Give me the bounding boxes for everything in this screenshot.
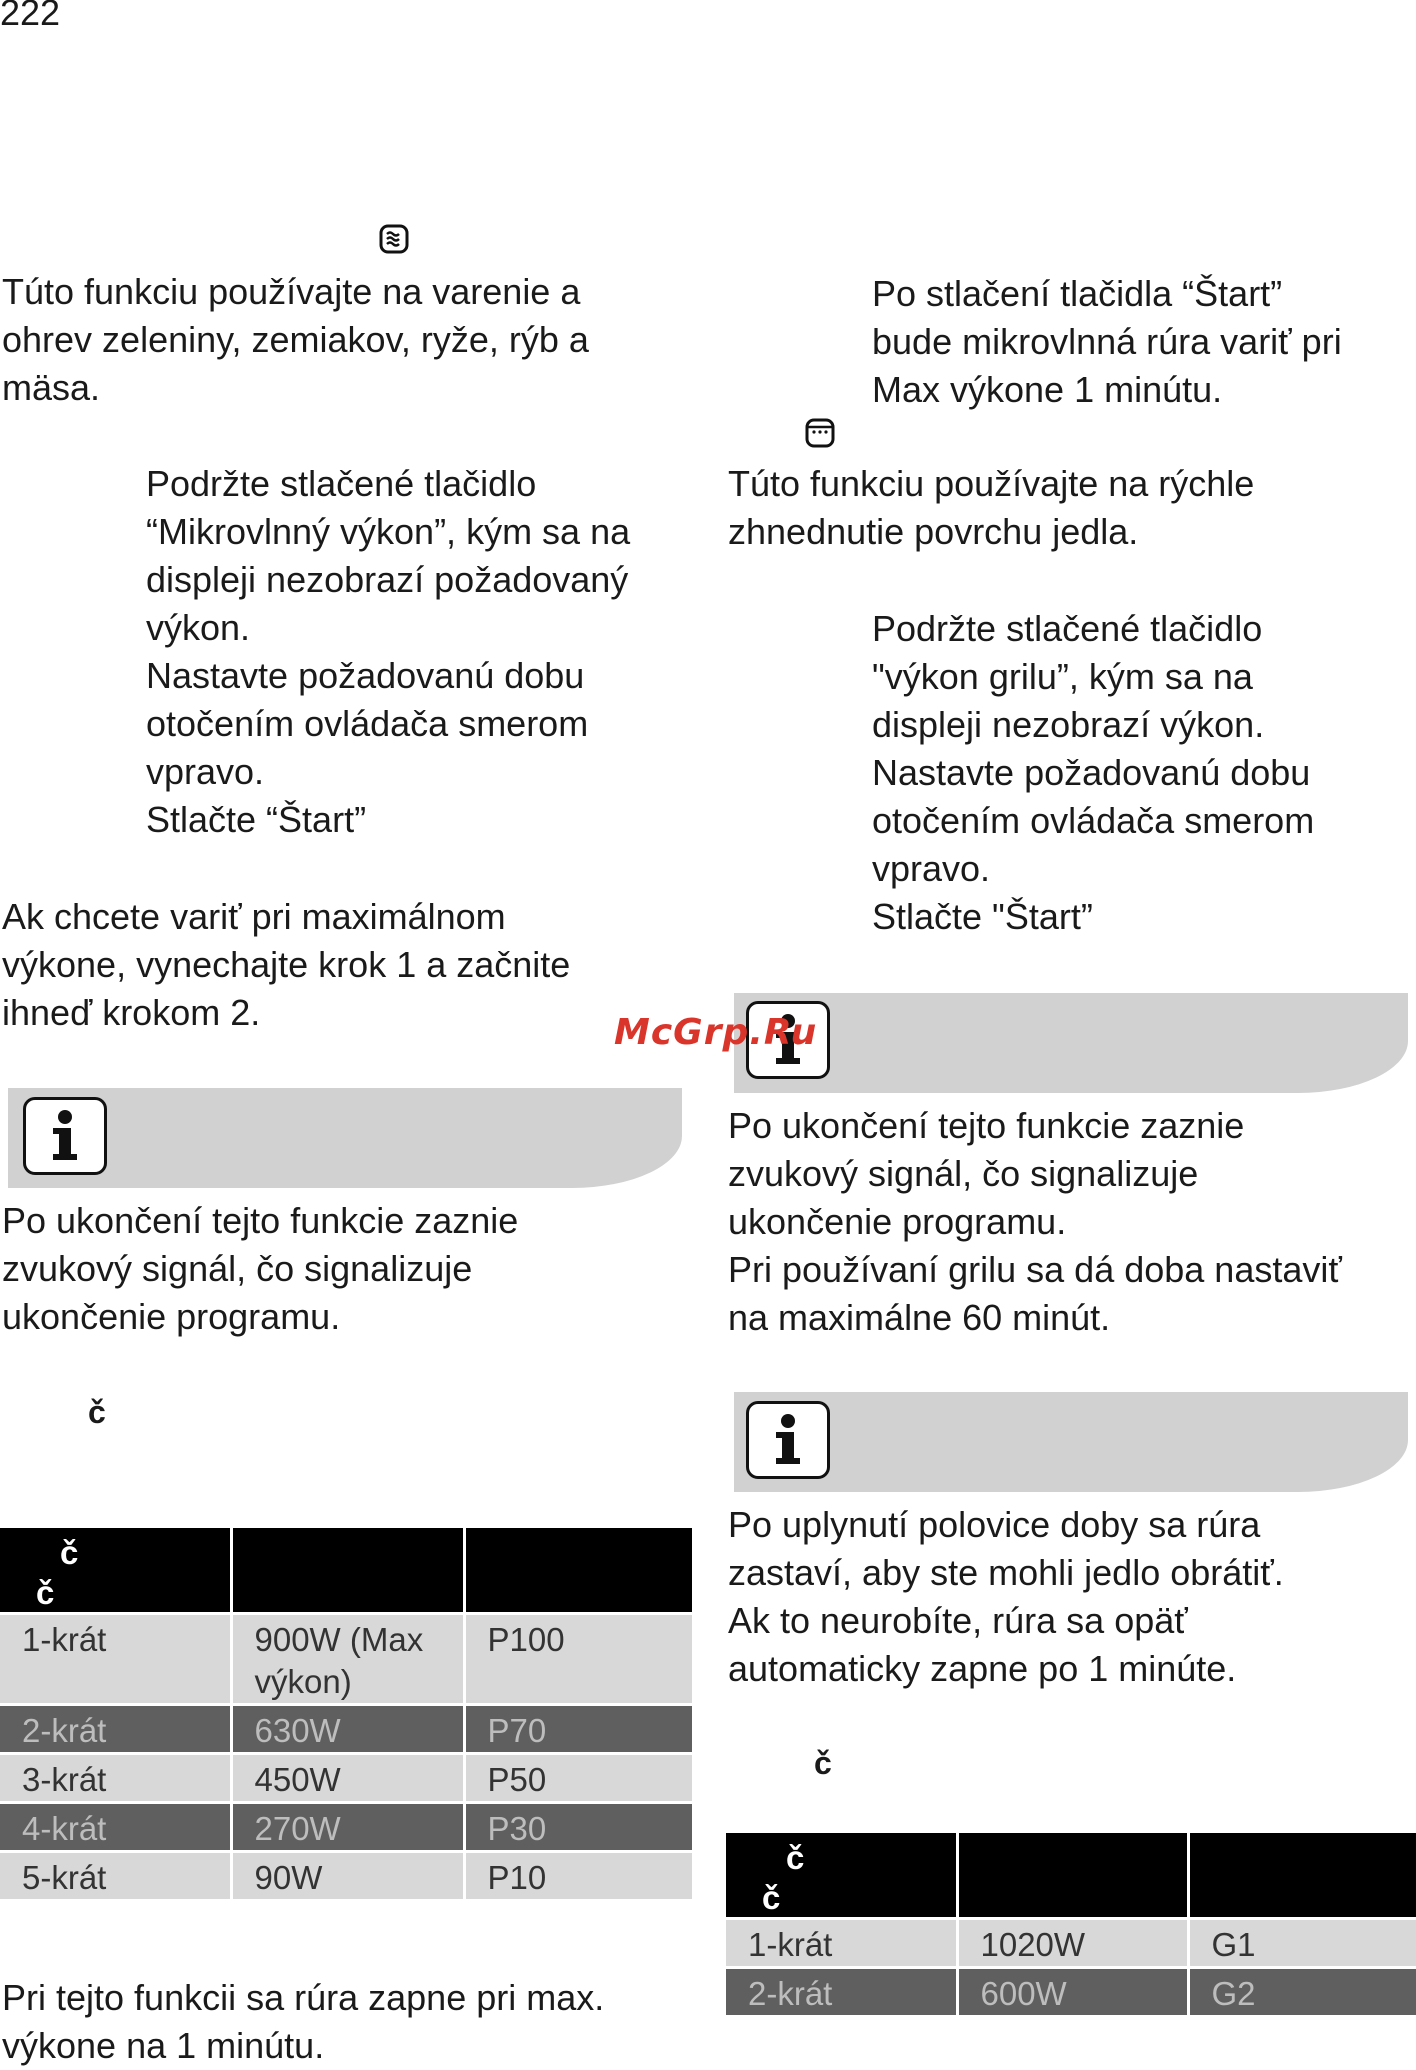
table-cell: 5-krát — [0, 1852, 231, 1900]
table-cell: P30 — [464, 1803, 692, 1852]
microwave-icon — [379, 224, 409, 254]
table-header-cell: č č — [726, 1833, 957, 1919]
watermark: McGrp.Ru — [614, 1012, 818, 1053]
left-table-heading: č — [88, 1394, 106, 1430]
right-grill-intro: Túto funkciu používajte na rýchle zhnednutie povrchu jedla. — [728, 463, 1255, 552]
table-cell: 630W — [231, 1705, 464, 1754]
table-row — [0, 1803, 692, 1852]
info-icon — [23, 1097, 107, 1175]
table-cell: P10 — [464, 1852, 692, 1900]
right-start-note: Po stlačení tlačidla “Štart” bude mikrovlnná rúra variť pri Max výkone 1 minútu. — [872, 273, 1342, 410]
table-row — [0, 1614, 692, 1705]
table-row — [0, 1754, 692, 1803]
table-header-cell — [957, 1833, 1188, 1919]
left-steps-text: Podržte stlačené tlačidlo “Mikrovlnný výkon”, kým sa na displeji nezobrazí požadovaný výkon. Nastavte požadovanú dobu otočením ovládača smerom vpravo. Stlačte “Štart” — [146, 463, 631, 840]
left-power-table — [0, 1528, 692, 1899]
table-header-cell — [1188, 1833, 1416, 1919]
table-cell: 4-krát — [0, 1803, 231, 1852]
left-footer-text: Pri tejto funkcii sa rúra zapne pri max. výkone na 1 minútu. — [2, 1977, 605, 2066]
table-header-cell: č č — [0, 1528, 231, 1614]
left-max-power-note: Ak chcete variť pri maximálnom výkone, vynechajte krok 1 a začnite ihneď krokom 2. — [2, 896, 571, 1033]
table-cell: 1-krát — [0, 1614, 231, 1705]
table-row — [0, 1852, 692, 1900]
table-cell: 270W — [231, 1803, 464, 1852]
right-table-heading: č — [814, 1745, 832, 1781]
right-info-bar-1 — [734, 993, 1408, 1093]
left-info-text: Po ukončení tejto funkcie zaznie zvukový signál, čo signalizuje ukončenie programu. — [2, 1200, 519, 1337]
table-cell: P70 — [464, 1705, 692, 1754]
table-header-row — [0, 1528, 692, 1614]
table-cell: 1020W — [957, 1919, 1188, 1968]
right-grill-table — [726, 1833, 1416, 2015]
right-info-bar-2 — [734, 1392, 1408, 1492]
table-cell: G1 — [1188, 1919, 1416, 1968]
table-header-cell — [464, 1528, 692, 1614]
table-cell: 2-krát — [726, 1968, 957, 2016]
table-cell: 3-krát — [0, 1754, 231, 1803]
page-number: 222 — [0, 0, 61, 33]
table-cell: P100 — [464, 1614, 692, 1705]
grill-icon — [805, 418, 835, 448]
left-info-bar — [8, 1088, 682, 1188]
table-cell: 1-krát — [726, 1919, 957, 1968]
table-cell: G2 — [1188, 1968, 1416, 2016]
table-cell: 90W — [231, 1852, 464, 1900]
table-cell: 450W — [231, 1754, 464, 1803]
table-cell: P50 — [464, 1754, 692, 1803]
table-cell: 600W — [957, 1968, 1188, 2016]
table-cell: 2-krát — [0, 1705, 231, 1754]
table-row — [0, 1705, 692, 1754]
right-info-text-1: Po ukončení tejto funkcie zaznie zvukový signál, čo signalizuje ukončenie programu. Pri používaní grilu sa dá doba nastaviť na maximálne 60 minút. — [728, 1105, 1342, 1338]
info-icon — [746, 1401, 830, 1479]
table-cell: 900W (Max výkon) — [231, 1614, 464, 1705]
table-header-cell — [231, 1528, 464, 1614]
left-intro-text: Túto funkciu používajte na varenie a ohrev zeleniny, zemiakov, ryže, rýb a mäsa. — [2, 271, 589, 408]
table-row — [726, 1968, 1416, 2016]
right-info-text-2: Po uplynutí polovice doby sa rúra zastaví, aby ste mohli jedlo obrátiť. Ak to neurobíte, rúra sa opäť automaticky zapne po 1 minúte. — [728, 1504, 1284, 1689]
right-grill-steps: Podržte stlačené tlačidlo "výkon grilu”, kým sa na displeji nezobrazí výkon. Nastavte požadovanú dobu otočením ovládača smerom vpravo. Stlačte "Štart” — [872, 608, 1315, 937]
table-row — [726, 1919, 1416, 1968]
table-header-row — [726, 1833, 1416, 1919]
